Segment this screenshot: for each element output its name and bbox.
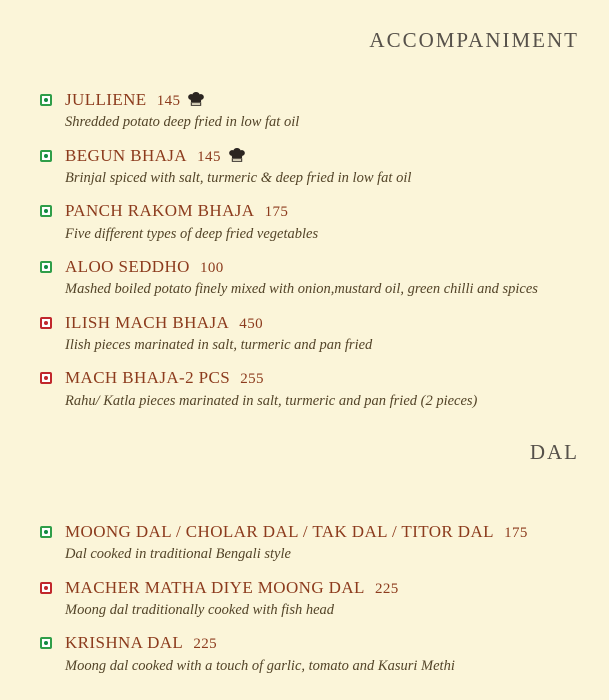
item-price: 145: [193, 148, 221, 165]
item-name: ALOO SEDDHO: [65, 257, 190, 277]
nonveg-indicator: [40, 317, 52, 329]
menu-item-row: [40, 578, 579, 598]
item-price: 225: [189, 636, 218, 653]
menu-item-row: [40, 90, 579, 110]
diet-indicator-dot: [44, 586, 48, 590]
item-title: [65, 257, 224, 277]
item-price: 175: [499, 525, 528, 542]
menu-section: [40, 440, 579, 675]
item-price: 145: [152, 93, 181, 110]
item-name: ILISH MACH BHAJA: [65, 312, 230, 332]
veg-indicator: [40, 205, 52, 217]
menu-item: [40, 201, 579, 243]
item-title: [65, 522, 528, 542]
menu-item-row: [40, 201, 579, 221]
chef-hat-icon: [187, 91, 205, 107]
veg-indicator: [40, 150, 52, 162]
section-items: [40, 90, 579, 410]
item-description: Moong dal cooked with a touch of garlic, tomato and Kasuri Methi: [65, 657, 455, 674]
item-description: Dal cooked in traditional Bengali style: [65, 546, 291, 563]
section-items: [40, 522, 579, 675]
diet-indicator-dot: [44, 530, 48, 534]
veg-indicator: [40, 637, 52, 649]
diet-indicator-dot: [44, 154, 48, 158]
menu-item: [40, 90, 579, 132]
item-description: Mashed boiled potato finely mixed with onion,mustard oil, green chilli and spices: [65, 281, 538, 298]
menu-item-row: [40, 368, 579, 388]
item-name: KRISHNA DAL: [65, 633, 184, 653]
item-description: Five different types of deep fried vegetables: [65, 225, 319, 242]
diet-indicator-dot: [44, 209, 48, 213]
item-title: [65, 146, 246, 166]
menu-item: [40, 522, 579, 564]
section-title: DAL: [529, 439, 579, 464]
section-title: ACCOMPANIMENT: [369, 28, 579, 52]
diet-indicator-dot: [44, 641, 48, 645]
item-price: 450: [235, 315, 263, 332]
item-name: JULLIENE: [65, 90, 147, 110]
item-name: MACHER MATHA DIYE MOONG DAL: [65, 577, 365, 597]
menu-item: [40, 578, 579, 620]
menu-item-row: [40, 522, 579, 542]
item-title: [65, 90, 205, 110]
nonveg-indicator: [40, 582, 52, 594]
item-description: Ilish pieces marinated in salt, turmeric and pan fried: [65, 336, 373, 353]
item-price: 175: [260, 204, 289, 221]
menu-section: [40, 28, 579, 410]
item-description: Shredded potato deep fried in low fat oil: [65, 114, 300, 131]
menu-item-row: [40, 146, 579, 166]
diet-indicator-dot: [44, 376, 48, 380]
item-description: Moong dal traditionally cooked with fish head: [65, 602, 335, 619]
menu-item: [40, 313, 579, 355]
menu-item: [40, 146, 579, 188]
item-title: [65, 578, 399, 598]
item-title: [65, 633, 217, 653]
nonveg-indicator: [40, 372, 52, 384]
menu-item-row: [40, 633, 579, 653]
item-name: BEGUN BHAJA: [65, 145, 187, 165]
menu-sections: [40, 28, 579, 675]
item-name: PANCH RAKOM BHAJA: [65, 201, 255, 221]
diet-indicator-dot: [44, 321, 48, 325]
item-description: Brinjal spiced with salt, turmeric & deep fried in low fat oil: [65, 170, 412, 187]
diet-indicator-dot: [44, 265, 48, 269]
item-price: 225: [370, 580, 399, 597]
menu-item-row: [40, 257, 579, 277]
item-title: [65, 313, 263, 333]
veg-indicator: [40, 526, 52, 538]
veg-indicator: [40, 261, 52, 273]
item-name: MOONG DAL / CHOLAR DAL / TAK DAL / TITOR DAL: [65, 522, 494, 542]
chef-hat-icon: [228, 147, 246, 163]
item-name: MACH BHAJA-2 PCS: [65, 368, 231, 388]
menu-item: [40, 368, 579, 410]
veg-indicator: [40, 94, 52, 106]
item-price: 255: [236, 371, 264, 388]
diet-indicator-dot: [44, 98, 48, 102]
item-title: [65, 201, 288, 221]
item-title: [65, 368, 264, 388]
menu-item: [40, 257, 579, 299]
item-price: 100: [195, 260, 224, 277]
menu-item: [40, 633, 579, 675]
item-description: Rahu/ Katla pieces marinated in salt, turmeric and pan fried (2 pieces): [65, 392, 478, 409]
menu-item-row: [40, 313, 579, 333]
